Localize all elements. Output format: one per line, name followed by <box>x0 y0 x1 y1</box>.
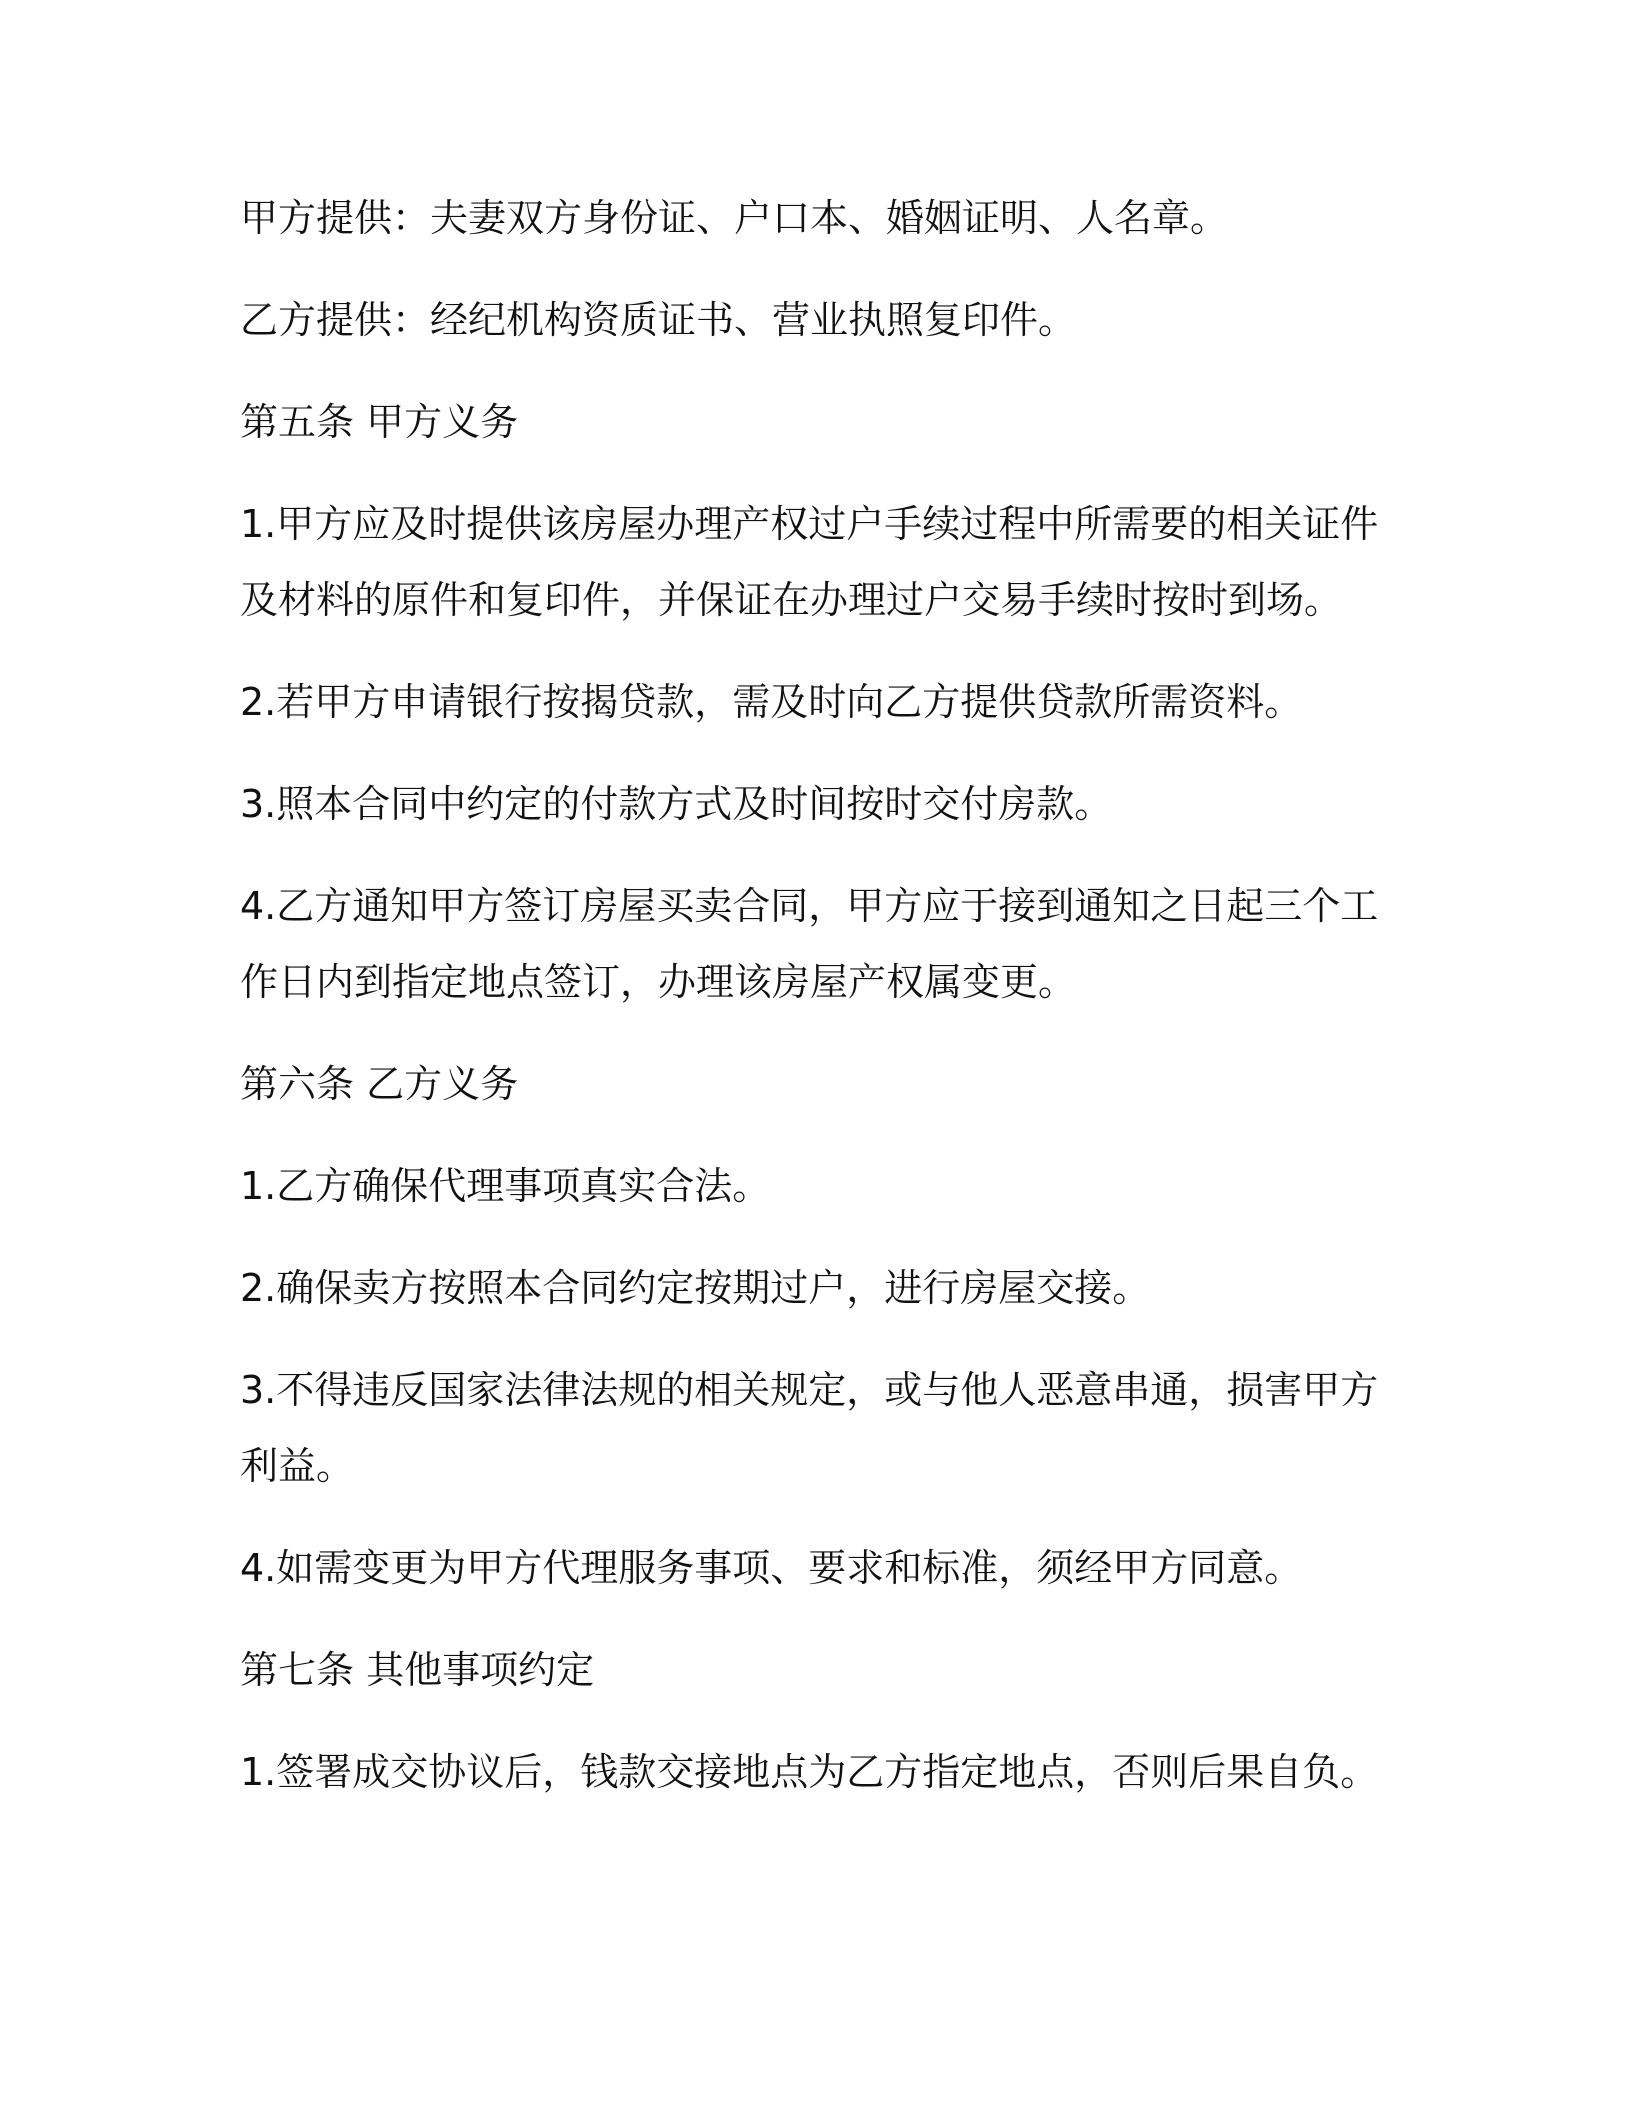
article-5-item-4-line-1: 4.乙方通知甲方签订房屋买卖合同，甲方应于接到通知之日起三个工 <box>240 884 1379 928</box>
article-5-item-1-line-2: 及材料的原件和复印件，并保证在办理过户交易手续时按时到场。 <box>240 578 1343 622</box>
article-7-heading: 第七条 其他事项约定 <box>240 1648 595 1692</box>
article-5-item-4-line-2: 作日内到指定地点签订，办理该房屋产权属变更。 <box>240 960 1077 1004</box>
article-5-heading: 第五条 甲方义务 <box>240 400 519 444</box>
article-6-item-2: 2.确保卖方按照本合同约定按期过户，进行房屋交接。 <box>240 1266 1151 1310</box>
article-6-item-3-line-1: 3.不得违反国家法律法规的相关规定，或与他人恶意串通，损害甲方 <box>240 1368 1379 1412</box>
article-6-item-3-line-2: 利益。 <box>240 1444 355 1488</box>
provider-party-a: 甲方提供：夫妻双方身份证、户口本、婚姻证明、人名章。 <box>240 196 1229 240</box>
article-6-item-1: 1.乙方确保代理事项真实合法。 <box>240 1164 771 1208</box>
article-6-item-4: 4.如需变更为甲方代理服务事项、要求和标准，须经甲方同意。 <box>240 1546 1303 1590</box>
article-6-heading: 第六条 乙方义务 <box>240 1062 519 1106</box>
article-5-item-3: 3.照本合同中约定的付款方式及时间按时交付房款。 <box>240 782 1113 826</box>
provider-party-b: 乙方提供：经纪机构资质证书、营业执照复印件。 <box>240 298 1077 342</box>
article-5-item-1-line-1: 1.甲方应及时提供该房屋办理产权过户手续过程中所需要的相关证件 <box>240 502 1379 546</box>
article-7-item-1: 1.签署成交协议后，钱款交接地点为乙方指定地点，否则后果自负。 <box>240 1750 1379 1794</box>
article-5-item-2: 2.若甲方申请银行按揭贷款，需及时向乙方提供贷款所需资料。 <box>240 680 1303 724</box>
